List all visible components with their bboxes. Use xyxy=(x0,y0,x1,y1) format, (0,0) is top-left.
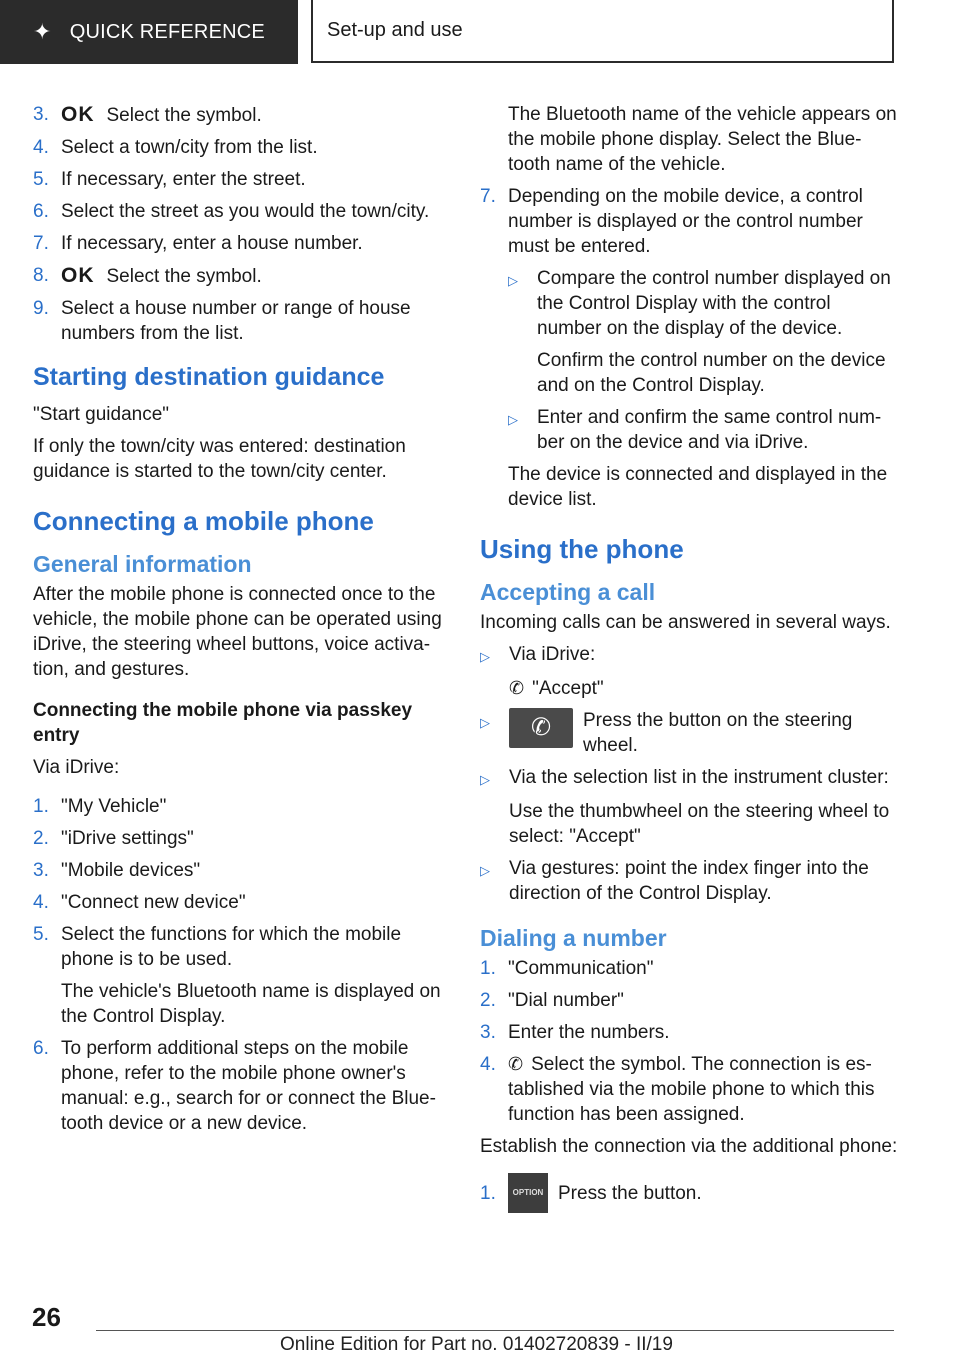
heading-dialing-number: Dialing a number xyxy=(480,925,667,951)
star-icon: ✦ xyxy=(33,19,52,44)
bullet-item xyxy=(480,765,900,792)
step-text: If necessary, enter the street. xyxy=(61,169,306,190)
bullet-item xyxy=(480,856,900,906)
start-guidance-quote: "Start guidance" xyxy=(33,404,170,425)
step-number: 4. xyxy=(33,892,49,913)
step-number: 1. xyxy=(480,958,496,979)
step-number: 6. xyxy=(33,201,49,222)
triangle-bullet-icon: ▷ xyxy=(480,715,490,730)
step-number: 6. xyxy=(33,1038,49,1059)
list-item xyxy=(33,167,447,192)
step-number: 9. xyxy=(33,298,49,319)
page-number: 26 xyxy=(32,1302,61,1332)
section-header xyxy=(311,0,894,63)
heading-passkey-entry: Connecting the mobile phone via passkey entry xyxy=(33,700,413,746)
triangle-bullet-icon: ▷ xyxy=(480,772,490,787)
heading-using-phone: Using the phone xyxy=(480,534,684,564)
triangle-bullet-icon: ▷ xyxy=(480,863,490,878)
heading-starting-guidance: Starting destination guidance xyxy=(33,363,385,391)
ok-icon: OK xyxy=(61,103,95,126)
step-number: 5. xyxy=(33,169,49,190)
list-item xyxy=(33,826,447,851)
bullet-text: Compare the control number displayed on the Control Display with the control number on the display of the device. xyxy=(537,268,891,339)
step-number: 3. xyxy=(33,860,49,881)
bullet-text: Via the selection list in the instrument cluster: xyxy=(509,767,889,788)
step-text: Select a town/city from the list. xyxy=(61,137,318,158)
list-item xyxy=(480,956,900,981)
step-text: "Dial number" xyxy=(508,990,624,1011)
bullet-text: Press the button on the steering wheel. xyxy=(583,710,853,756)
bullet-text: Enter and confirm the same control num-ber on the device and via iDrive. xyxy=(537,407,882,453)
step-number: 7. xyxy=(480,186,496,207)
right-column xyxy=(480,102,900,1220)
triangle-bullet-icon: ▷ xyxy=(508,273,518,288)
step-number: 2. xyxy=(33,828,49,849)
step-text: Select the functions for which the mobile phone is to be used. xyxy=(61,924,402,970)
list-item xyxy=(480,988,900,1013)
bullet-text: Via iDrive: xyxy=(509,644,596,665)
list-item xyxy=(33,199,447,224)
bullet-continuation: Use the thumbwheel on the steering wheel to select: "Accept" xyxy=(509,801,890,847)
bullet-continuation: Confirm the control number on the device and on the Control Display. xyxy=(537,350,886,396)
phone-icon: ✆ xyxy=(508,1054,524,1074)
step-number: 4. xyxy=(480,1054,496,1075)
step-continuation: The vehicle's Bluetooth name is displayed on the Control Display. xyxy=(61,981,441,1027)
steering-wheel-phone-button-icon: ✆ xyxy=(509,708,573,748)
step-number: 1. xyxy=(480,1182,496,1204)
step-number: 3. xyxy=(480,1022,496,1043)
footer-edition: Online Edition for Part no. 01402720839 - II/19 xyxy=(280,1334,673,1355)
bullet-item xyxy=(480,642,900,669)
step-number: 7. xyxy=(33,233,49,254)
step-number: 8. xyxy=(33,265,49,286)
quick-reference-tab[interactable] xyxy=(0,0,298,64)
bullet-item xyxy=(480,266,900,341)
step-number: 3. xyxy=(33,104,49,125)
step-number: 5. xyxy=(33,924,49,945)
list-item xyxy=(33,102,447,128)
start-guidance-text: If only the town/city was entered: destination guidance is started to the town/city center. xyxy=(33,436,406,482)
step-text: To perform additional steps on the mobile phone, refer to the mobile phone owner's manual: e.g., search for or connect the Blue-tooth device or a new device. xyxy=(61,1038,436,1134)
heading-connecting-phone: Connecting a mobile phone xyxy=(33,506,374,536)
list-item xyxy=(33,296,447,346)
step-text: "Communication" xyxy=(508,958,654,979)
triangle-bullet-icon: ▷ xyxy=(508,412,518,427)
establish-connection-text: Establish the connection via the additional phone: xyxy=(480,1136,898,1157)
ok-icon: OK xyxy=(61,264,95,287)
list-item xyxy=(33,263,447,289)
bullet-continuation xyxy=(480,676,900,701)
list-item xyxy=(33,1036,447,1136)
step-number: 2. xyxy=(480,990,496,1011)
step-text: If necessary, enter a house number. xyxy=(61,233,363,254)
connected-text: The device is connected and displayed in the device list. xyxy=(508,464,888,510)
heading-general-information: General information xyxy=(33,551,252,577)
step-text: Press the button. xyxy=(558,1182,702,1204)
step-text: Select a house number or range of house numbers from the list. xyxy=(61,298,411,344)
bullet-item xyxy=(480,708,900,758)
list-item xyxy=(480,1052,900,1127)
list-item xyxy=(33,858,447,883)
step-text: Select the street as you would the town/city. xyxy=(61,201,430,222)
list-item xyxy=(33,890,447,915)
list-item xyxy=(33,231,447,256)
step-text: Select the symbol. The connection is es-tablished via the mobile phone to which this function has been assigned. xyxy=(508,1054,875,1125)
list-item xyxy=(33,135,447,160)
footer-divider xyxy=(96,1330,894,1331)
bullet-text: Via gestures: point the index finger into the direction of the Control Display. xyxy=(509,858,869,904)
list-item xyxy=(33,794,447,819)
step-text: "My Vehicle" xyxy=(61,796,167,817)
step-text: Select the symbol. xyxy=(106,105,262,126)
phone-icon: ✆ xyxy=(509,678,525,698)
left-column xyxy=(33,102,447,1143)
bullet-item xyxy=(480,405,900,455)
heading-accepting-call: Accepting a call xyxy=(480,579,656,605)
list-item xyxy=(480,1020,900,1045)
list-item xyxy=(480,184,900,259)
bluetooth-name-text: The Bluetooth name of the vehicle appears on the mobile phone display. Select the Blue-tooth name of the vehicle. xyxy=(508,104,897,175)
accept-option-text: "Accept" xyxy=(532,678,604,699)
accept-call-text: Incoming calls can be answered in several ways. xyxy=(480,612,891,633)
general-information-text: After the mobile phone is connected once to the vehicle, the mobile phone can be operated using iDrive, the steering wheel buttons, voice activa-tion, and gestures. xyxy=(33,584,442,680)
step-text: Enter the numbers. xyxy=(508,1022,670,1043)
step-number: 1. xyxy=(33,796,49,817)
step-text: Select the symbol. xyxy=(106,266,262,287)
step-text: Depending on the mobile device, a control number is displayed or the control number must be entered. xyxy=(508,186,863,257)
via-idrive-label: Via iDrive: xyxy=(33,757,120,778)
step-text: "iDrive settings" xyxy=(61,828,194,849)
step-text: "Mobile devices" xyxy=(61,860,201,881)
triangle-bullet-icon: ▷ xyxy=(480,649,490,664)
section-title: Set-up and use xyxy=(327,19,463,41)
list-item xyxy=(480,1173,900,1213)
step-text: "Connect new device" xyxy=(61,892,246,913)
option-button-icon: OPTION xyxy=(508,1173,548,1213)
step-number: 4. xyxy=(33,137,49,158)
list-item xyxy=(33,922,447,972)
quick-reference-label: QUICK REFERENCE xyxy=(69,20,265,43)
